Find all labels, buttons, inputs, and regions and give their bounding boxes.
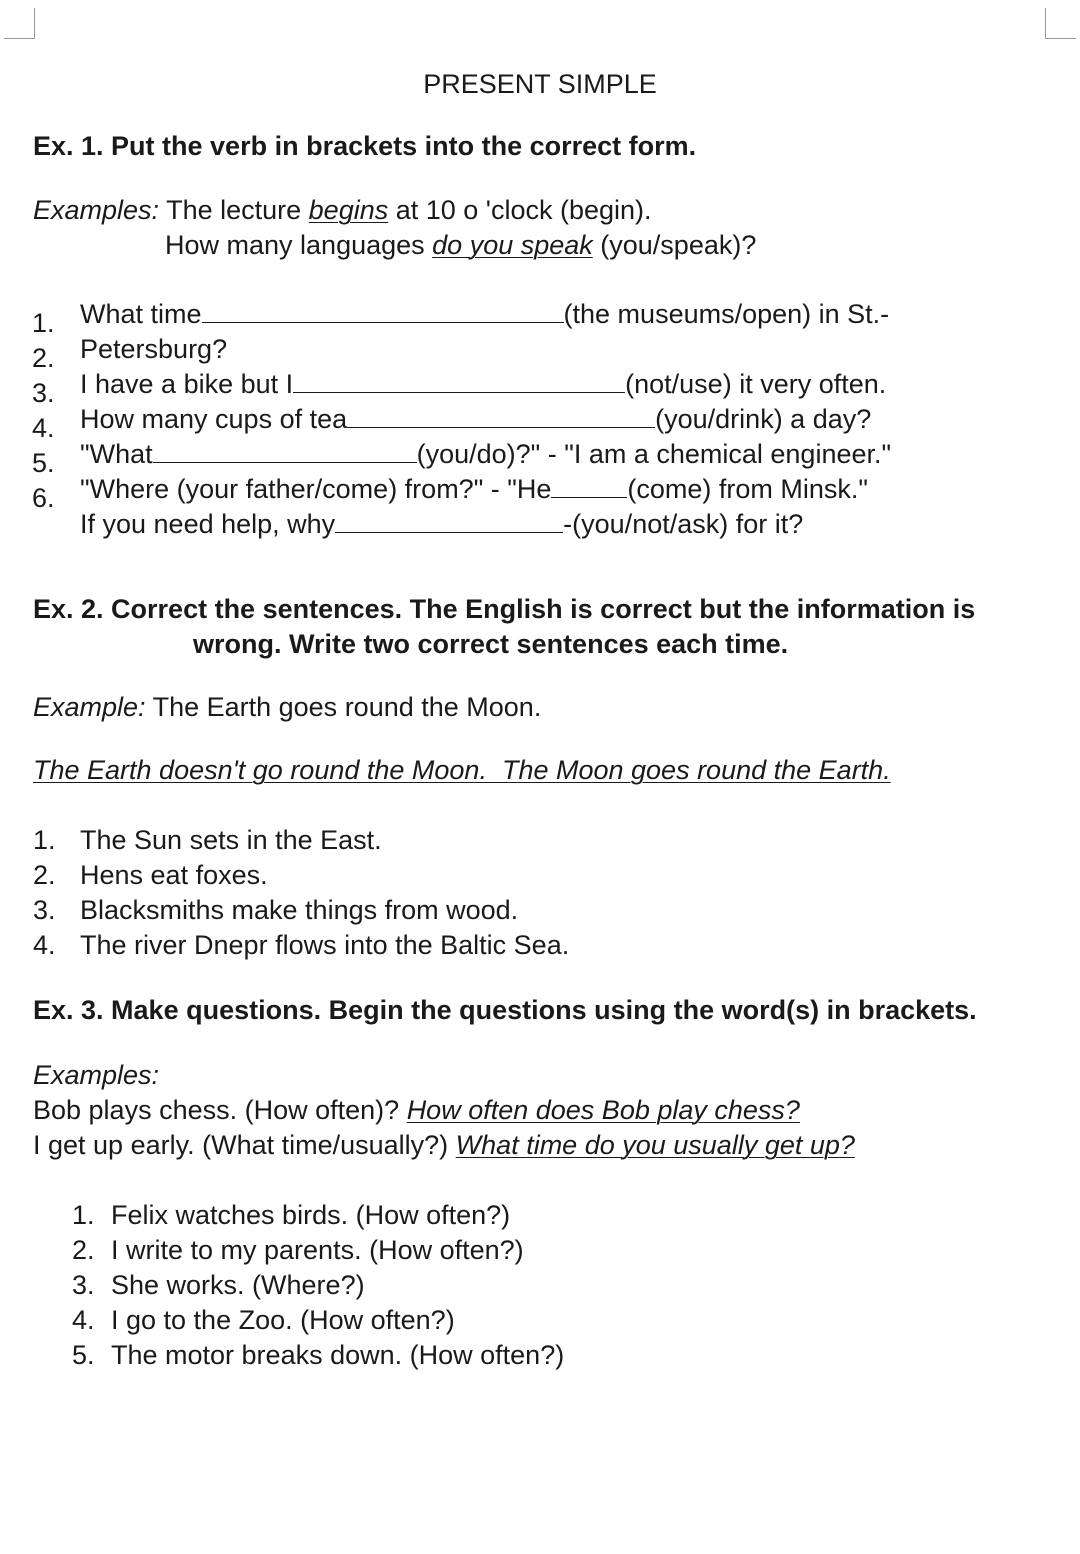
ex3-example-2 — [33, 1128, 855, 1162]
ex3-heading: Ex. 3. Make questions. Begin the questions using the word(s) in brackets. — [33, 995, 977, 1025]
item-text: (come) from Minsk." — [627, 474, 868, 504]
example-text: The lecture — [159, 195, 309, 225]
page-title: PRESENT SIMPLE — [423, 69, 657, 99]
ex3-item: The motor breaks down. (How often?) — [111, 1340, 565, 1370]
ex1-heading: Ex. 1. Put the verb in brackets into the correct form. — [33, 131, 697, 161]
ex1-line-6 — [80, 472, 868, 506]
ex2-item: Blacksmiths make things from wood. — [80, 895, 519, 925]
answer-blank[interactable] — [335, 508, 563, 533]
ex3-item-number: 2. — [72, 1235, 95, 1265]
ex3-item-number: 5. — [72, 1340, 95, 1370]
item-text: "What — [80, 439, 153, 469]
ex1-example-2 — [165, 228, 756, 262]
ex3-item: I write to my parents. (How often?) — [111, 1235, 524, 1265]
answer-blank[interactable] — [202, 298, 564, 323]
example-answer: begins — [308, 195, 389, 225]
item-text: (you/drink) a day? — [655, 404, 872, 434]
answer-blank[interactable] — [293, 368, 625, 393]
item-text: What time — [80, 299, 202, 329]
item-text: If you need help, why — [80, 509, 336, 539]
ex3-item-number: 3. — [72, 1270, 95, 1300]
ex2-item-number: 4. — [33, 930, 56, 960]
ex1-item-number: 6. — [32, 483, 55, 513]
ex3-item-number: 4. — [72, 1305, 95, 1335]
item-text: I have a bike but I — [80, 369, 294, 399]
example-text: (you/speak)? — [592, 230, 757, 260]
ex2-heading-line-1: Ex. 2. Correct the sentences. The English is correct but the information is — [33, 594, 976, 624]
ex2-example — [33, 690, 541, 724]
ex3-examples-label: Examples: — [33, 1060, 160, 1090]
ex2-item: The river Dnepr flows into the Baltic Sea. — [80, 930, 570, 960]
answer-blank[interactable] — [347, 403, 655, 428]
ex1-line-3 — [80, 367, 886, 401]
ex2-item-number: 3. — [33, 895, 56, 925]
examples-label: Examples: — [33, 195, 160, 225]
ex3-item-number: 1. — [72, 1200, 95, 1230]
ex2-item-number: 1. — [33, 825, 56, 855]
ex1-item-number: 4. — [32, 413, 55, 443]
ex2-example-answer: The Earth doesn't go round the Moon. The Moon goes round the Earth. — [33, 755, 891, 785]
ex1-line-7 — [80, 507, 803, 541]
ex1-item-number: 2. — [32, 343, 55, 373]
example-text: The Earth goes round the Moon. — [145, 692, 542, 722]
ex2-item: The Sun sets in the East. — [80, 825, 382, 855]
item-text: (not/use) it very often. — [625, 369, 887, 399]
answer-blank[interactable] — [153, 438, 417, 463]
item-text: -(you/not/ask) for it? — [563, 509, 804, 539]
example-answer: What time do you usually get up? — [455, 1130, 855, 1160]
ex1-line-2 — [80, 332, 227, 366]
answer-blank[interactable] — [551, 473, 627, 498]
ex2-heading-line-2: wrong. Write two correct sentences each time. — [193, 629, 789, 659]
ex2-item-number: 2. — [33, 860, 56, 890]
example-text: Bob plays chess. (How often)? — [33, 1095, 407, 1125]
example-text: at 10 o 'clock (begin). — [388, 195, 652, 225]
item-text: "Where (your father/come) from?" - "He — [80, 474, 552, 504]
item-text: (you/do)?" - "I am a chemical engineer." — [416, 439, 892, 469]
example-label: Example: — [33, 692, 146, 722]
ex1-item-number: 3. — [32, 378, 55, 408]
item-text: (the museums/open) in St.- — [563, 299, 890, 329]
ex1-line-5 — [80, 437, 891, 471]
item-text: How many cups of tea — [80, 404, 348, 434]
example-answer: do you speak — [432, 230, 593, 260]
page-corner-mark-right — [1045, 8, 1076, 39]
example-text: How many languages — [165, 230, 433, 260]
ex1-line-4 — [80, 402, 871, 436]
ex1-example-1 — [33, 193, 652, 227]
ex1-item-number: 1. — [32, 308, 55, 338]
ex3-example-1 — [33, 1093, 800, 1127]
example-answer: How often does Bob play chess? — [406, 1095, 800, 1125]
ex3-item: Felix watches birds. (How often?) — [111, 1200, 511, 1230]
ex3-item: I go to the Zoo. (How often?) — [111, 1305, 455, 1335]
ex2-item: Hens eat foxes. — [80, 860, 268, 890]
ex1-item-number: 5. — [32, 448, 55, 478]
example-text: I get up early. (What time/usually?) — [33, 1130, 456, 1160]
ex3-item: She works. (Where?) — [111, 1270, 365, 1300]
ex1-line-1 — [80, 297, 889, 331]
item-text: Petersburg? — [80, 334, 228, 364]
page-corner-mark-left — [4, 8, 35, 39]
